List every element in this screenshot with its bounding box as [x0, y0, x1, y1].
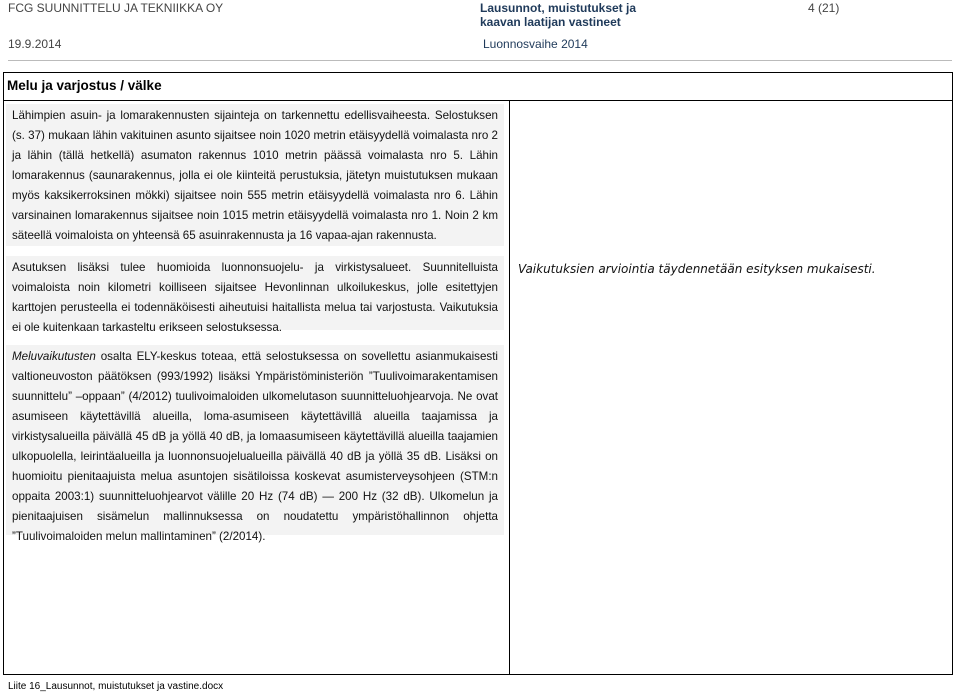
statement-text-1: Lähimpien asuin- ja lomarakennusten sijainteja on tarkennettu edellisvaiheesta. Selostuksen (s. 37) mukaan lähin vakituinen asunto sijaitsee noin 1020 metrin etäisyydellä voimalasta nro 2 ja lähin (tällä hetkellä) asumaton rakennus 1010 metrin päässä voimalasta nro 5. Lähin lomarakennus (saunarakennus, jolla ei ole kiinteitä perustuksia, jätetyn muistutuksen mukaan myös kaksikerroksinen mökki) sijaitsee noin 555 metrin etäisyydellä voimalasta nro 6. Lähin varsinainen lomarakennus sijaitsee noin 1015 metrin etäisyydellä voimalasta nro 1. Noin 2 km säteellä voimaloista on yhteensä 65 asuinrakennusta ja 16 vapaa-ajan rakennusta.	[12, 109, 498, 242]
table-row-divider	[3, 100, 953, 101]
section-title: Melu ja varjostus / välke	[7, 78, 162, 93]
document-title-line-2: kaavan laatijan vastineet	[480, 15, 621, 29]
statement-text-3	[12, 347, 498, 547]
company-name: FCG SUUNNITTELU JA TEKNIIKKA OY	[8, 1, 224, 15]
page-number: 4 (21)	[808, 1, 840, 15]
statement-emphasis: Meluvaikutusten	[12, 350, 96, 363]
document-title-line-1: Lausunnot, muistutukset ja	[480, 1, 637, 15]
statement-text-3-body: osalta ELY-keskus toteaa, että selostuksessa on sovellettu asianmukaisesti valtioneuvoston päätöksen (993/1992) lisäksi Ympäristöministeriön ”Tuulivoimarakentamisen suunnittelu” –oppaan” (4/2012) tuulivoimaloiden ulkomelutason suunnitteluohjearvoja. Ne ovat asumiseen käytettävillä alueilla, loma-asumiseen käytettävillä alueilla taajamissa ja virkistysalueilla päivällä 45 dB ja yöllä 40 dB, ja lomaasumiseen käytettävillä alueilla taajamien ulkopuolella, leirintäalueilla ja luonnonsuojelualueilla päivällä 40 dB ja yöllä 35 dB. Lisäksi on huomioitu pienitaajuista melua asuntojen sisätiloissa koskevat asumisterveysohjeen (STM:n oppaita 2003:1) suunnitteluohjearvot välille 20 Hz (74 dB) — 200 Hz (32 dB). Ulkomelun ja pienitaajuisen sisämelun mallinnuksessa on noudatettu ympäristöhallinnon ohjetta ”Tuulivoimaloiden melun mallintaminen” (2/2014).	[12, 350, 498, 543]
table-column-divider	[509, 100, 510, 675]
statement-text-2: Asutuksen lisäksi tulee huomioida luonnonsuojelu- ja virkistysalueet. Suunnitelluista voimaloista noin kilometri koilliseen sijaitsee Hevonlinnan ulkoilukeskus, jolle esitettyjen karttojen perusteella ei todennäköisesti aiheutuisi haitallista melua tai varjostusta. Vaikutuksia ei ole kuitenkaan tarkasteltu erikseen selostuksessa.	[12, 261, 498, 334]
header-divider	[8, 60, 952, 61]
document-title	[480, 1, 636, 29]
statement-paragraph-3	[6, 345, 504, 543]
document-phase: Luonnosvaihe 2014	[483, 37, 588, 51]
footer-filename: Liite 16_Lausunnot, muistutukset ja vastine.docx	[8, 681, 224, 692]
planner-response: Vaikutuksien arviointia täydennetään esityksen mukaisesti.	[518, 262, 876, 276]
document-date: 19.9.2014	[8, 37, 62, 51]
statement-paragraph-2	[6, 256, 504, 334]
statement-paragraph-1	[6, 104, 504, 246]
